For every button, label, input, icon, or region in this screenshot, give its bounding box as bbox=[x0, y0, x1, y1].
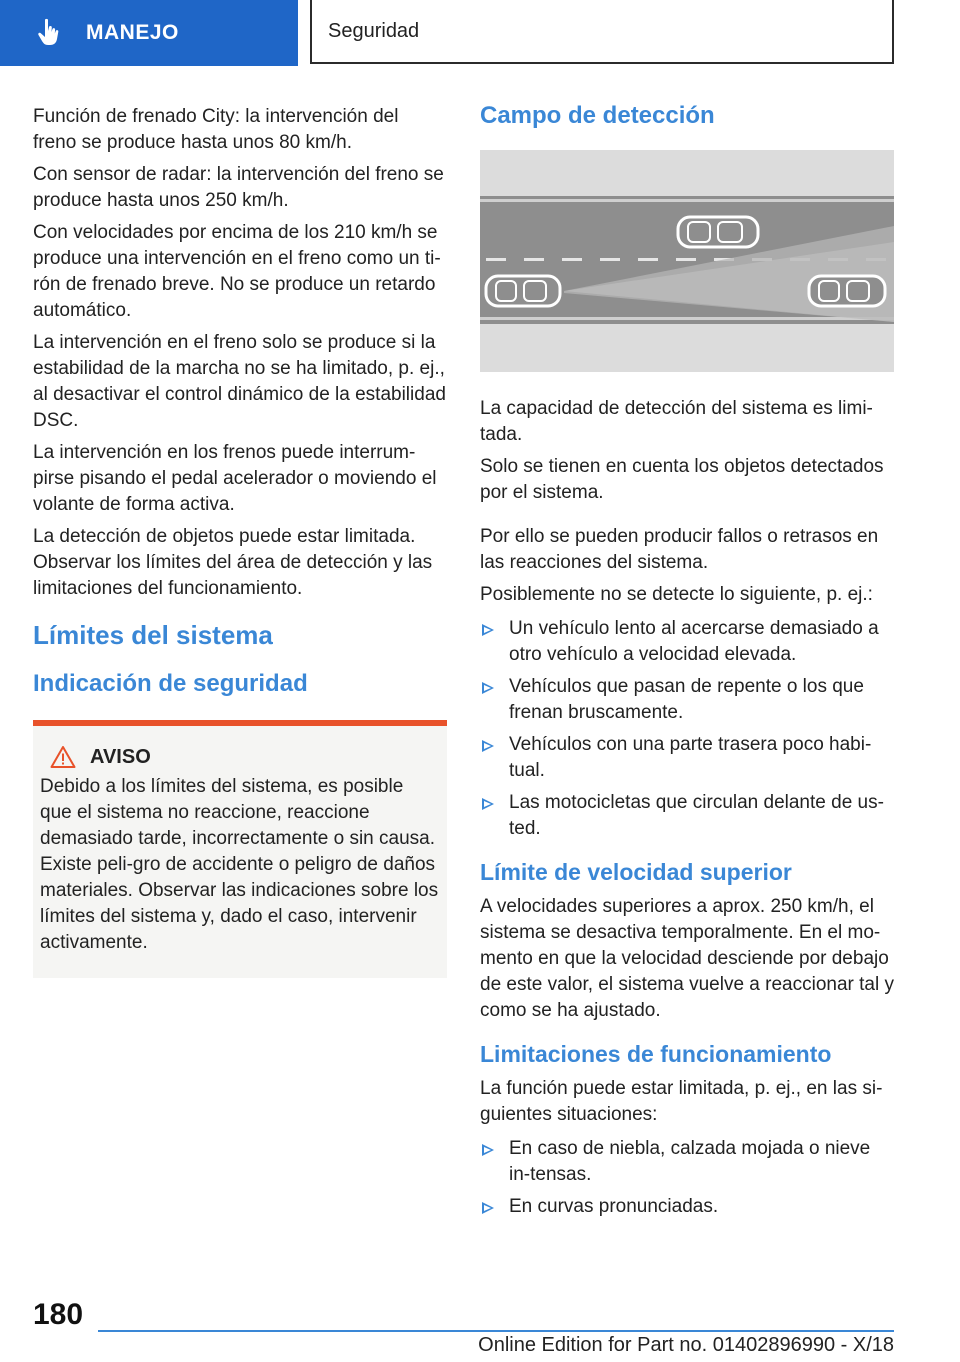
footer-divider bbox=[98, 1330, 894, 1332]
paragraph: La intervención en el freno solo se produce si la estabilidad de la marcha no se ha limitado, p. ej., al desactivar el control dinámico de la estabilidad DSC. bbox=[33, 332, 446, 431]
car-icon bbox=[678, 217, 758, 247]
section-tab[interactable] bbox=[0, 0, 298, 66]
paragraph: La detección de objetos puede estar limitada. Observar los límites del área de detección y las limitaciones del funcionamiento. bbox=[33, 526, 433, 599]
paragraph: La función puede estar limitada, p. ej., en las si-guientes situaciones: bbox=[480, 1078, 883, 1125]
paragraph: Con sensor de radar: la intervención del freno se produce hasta unos 250 km/h. bbox=[33, 164, 444, 211]
heading-speed-limit: Límite de velocidad superior bbox=[480, 859, 792, 885]
paragraph: Posiblemente no se detecte lo siguiente, p. ej.: bbox=[480, 584, 873, 605]
detection-field-illustration bbox=[480, 150, 894, 372]
not-detected-list bbox=[480, 616, 894, 842]
list-item: Vehículos que pasan de repente o los que frenan bruscamente. bbox=[480, 674, 894, 726]
bullet-triangle-icon bbox=[482, 1144, 494, 1156]
heading-functional-limits: Limitaciones de funcionamiento bbox=[480, 1041, 832, 1067]
left-column bbox=[33, 104, 447, 978]
bullet-triangle-icon bbox=[482, 740, 494, 752]
bullet-triangle-icon bbox=[482, 1202, 494, 1214]
steering-hand-icon bbox=[36, 17, 64, 49]
paragraph: Función de frenado City: la intervención del freno se produce hasta unos 80 km/h. bbox=[33, 106, 399, 153]
section-label: MANEJO bbox=[86, 21, 179, 44]
warning-text: Debido a los límites del sistema, es posible que el sistema no reaccione, reaccione demasiado tarde, incorrectamente o sin causa. Existe peli-gro de accidente o peligro de daños materiales. Observar las indicaciones sobre los límites del sistema y, dado el caso, intervenir activamente. bbox=[40, 776, 439, 953]
heading-system-limits: Límites del sistema bbox=[33, 620, 273, 650]
bullet-triangle-icon bbox=[482, 682, 494, 694]
warning-triangle-icon bbox=[50, 745, 76, 769]
warning-header bbox=[44, 744, 439, 770]
paragraph: Con velocidades por encima de los 210 km/h se produce una intervención en el freno como un ti-rón de frenado breve. No se produce un retardo automático. bbox=[33, 222, 441, 321]
bullet-triangle-icon bbox=[482, 798, 494, 810]
paragraph: La intervención en los frenos puede interrum-pirse pisando el pedal acelerador o moviendo el volante de forma activa. bbox=[33, 442, 437, 515]
list-item: En caso de niebla, calzada mojada o nieve in-tensas. bbox=[480, 1136, 894, 1188]
warning-box bbox=[33, 720, 447, 978]
chapter-label: Seguridad bbox=[328, 19, 420, 42]
bullet-triangle-icon bbox=[482, 624, 494, 636]
heading-detection-field: Campo de detección bbox=[480, 102, 715, 129]
chapter-header bbox=[310, 0, 894, 64]
list-item: Vehículos con una parte trasera poco habi-tual. bbox=[480, 732, 894, 784]
warning-title: AVISO bbox=[90, 746, 151, 768]
list-item: Las motocicletas que circulan delante de us-ted. bbox=[480, 790, 894, 842]
car-icon bbox=[809, 276, 885, 306]
list-item: Un vehículo lento al acercarse demasiado a otro vehículo a velocidad elevada. bbox=[480, 616, 894, 668]
functional-limits-list bbox=[480, 1136, 894, 1220]
paragraph: Solo se tienen en cuenta los objetos detectados por el sistema. bbox=[480, 456, 884, 503]
edition-footer: Online Edition for Part no. 01402896990 - X/18 bbox=[478, 1334, 894, 1356]
paragraph: La capacidad de detección del sistema es limi-tada. bbox=[480, 398, 873, 445]
paragraph: Por ello se pueden producir fallos o retrasos en las reacciones del sistema. bbox=[480, 526, 879, 573]
heading-safety-note: Indicación de seguridad bbox=[33, 670, 308, 697]
page-number: 180 bbox=[33, 1298, 84, 1331]
paragraph: A velocidades superiores a aprox. 250 km/h, el sistema se desactiva temporalmente. En el mo-mento en que la velocidad desciende por debajo de este valor, el sistema vuelve a reaccionar tal y como se ha ajustado. bbox=[480, 896, 894, 1021]
right-column bbox=[480, 100, 894, 1228]
car-icon bbox=[486, 276, 560, 306]
list-item: En curvas pronunciadas. bbox=[480, 1194, 894, 1220]
